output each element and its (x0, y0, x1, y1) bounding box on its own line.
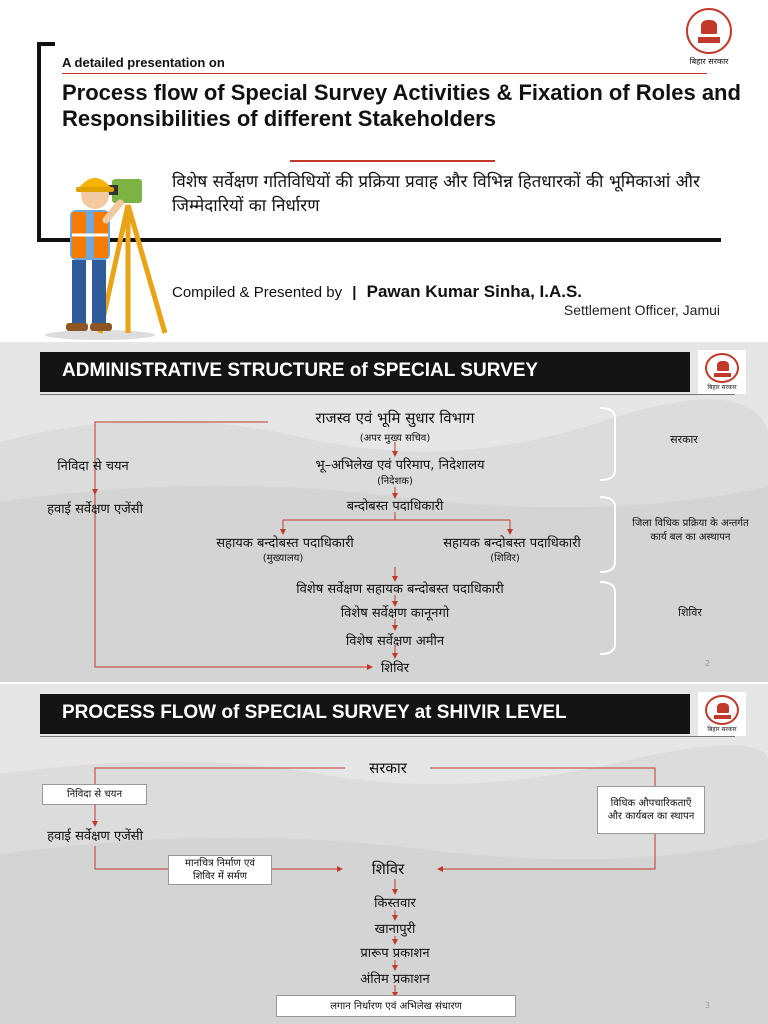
node-legal: विधिक औपचारिकताएँ और कार्यबल का स्थापन (597, 786, 705, 834)
frame-line (37, 42, 55, 46)
node-map: मानचित्र निर्माण एवं शिविर में सर्मण (168, 855, 272, 885)
node-agency: हवाई सर्वेक्षण एजेंसी (47, 829, 143, 844)
presenter-line (172, 282, 582, 302)
group-camp: शिविर (678, 606, 702, 619)
node-tender: निविदा से चयन (42, 784, 147, 805)
node-khanapuri: खानापुरी (374, 922, 416, 937)
presenter-designation: Settlement Officer, Jamui (563, 302, 720, 318)
divider (62, 73, 707, 74)
logo-caption: बिहार सरकार (689, 57, 729, 66)
node-draft-publication: प्रारूप प्रकाशन (360, 946, 430, 961)
presenter-name: Pawan Kumar Sinha, I.A.S. (366, 282, 583, 301)
node-asst-shivir: सहायक बन्दोबस्त पदाधिकारी (443, 536, 581, 551)
page-number: 3 (704, 1001, 710, 1010)
surveyor-illustration (40, 165, 180, 340)
node-amin: विशेष सर्वेक्षण अमीन (345, 634, 445, 649)
logo-caption: बिहार सरकार (707, 726, 737, 733)
bihar-govt-logo (680, 8, 738, 70)
node-asst-hq-sub: (मुख्यालय) (262, 553, 304, 564)
node-kanungo: विशेष सर्वेक्षण कानूनगो (340, 606, 450, 621)
node-govt: सरकार (369, 759, 407, 777)
node-special-asst: विशेष सर्वेक्षण सहायक बन्दोबस्त पदाधिकारी (296, 582, 504, 597)
divider (290, 160, 495, 162)
separator: | (352, 284, 357, 301)
group-district: जिला विधिक प्रक्रिया के अन्तर्गत कार्य बल का अस्थापन (632, 518, 749, 543)
slide-header: PROCESS FLOW of SPECIAL SURVEY at SHIVIR LEVEL (40, 694, 690, 734)
admin-structure-slide (0, 342, 768, 682)
process-flow-slide (0, 684, 768, 1024)
node-department: राजस्व एवं भूमि सुधार विभाग (315, 409, 475, 427)
hindi-title: विशेष सर्वेक्षण गतिविधियों की प्रक्रिया प्रवाह और विभिन्न हितधारकों की भूमिकाआं और जिम्मेदारियों का निर्धारण (172, 172, 700, 216)
title-slide (0, 0, 768, 340)
node-shivir: शिविर (371, 860, 405, 878)
node-kistwar: किस्तवार (374, 896, 416, 911)
node-settlement-officer: बन्दोबस्त पदाधिकारी (346, 499, 444, 514)
node-directorate: भू–अभिलेख एवं परिमाप, निदेशालय (315, 458, 485, 473)
node-asst-shivir-sub: (शिविर) (490, 553, 520, 564)
node-rent-record: लगान निर्धारण एवं अभिलेख संधारण (276, 995, 516, 1017)
node-agency: हवाई सर्वेक्षण एजेंसी (47, 502, 143, 517)
logo-caption: बिहार सरकार (707, 384, 737, 391)
node-final-publication: अंतिम प्रकाशन (360, 972, 430, 987)
intro-text: A detailed presentation on (62, 55, 225, 70)
slide-header: ADMINISTRATIVE STRUCTURE of SPECIAL SURVEY (40, 352, 690, 392)
slide-title: Process flow of Special Survey Activities & Fixation of Roles and Responsibilities of different Stakeholders (62, 80, 741, 131)
compiled-label: Compiled & Presented by (172, 284, 343, 301)
node-directorate-sub: (निदेशक) (377, 476, 413, 487)
node-shivir: शिविर (380, 661, 410, 676)
node-tender: निविदा से चयन (57, 459, 129, 474)
group-govt: सरकार (670, 433, 698, 446)
page-number: 2 (704, 659, 710, 668)
node-asst-hq: सहायक बन्दोबस्त पदाधिकारी (216, 536, 354, 551)
node-department-sub: (अपर मुख्य सचिव) (359, 433, 431, 444)
emblem-icon (686, 8, 732, 54)
